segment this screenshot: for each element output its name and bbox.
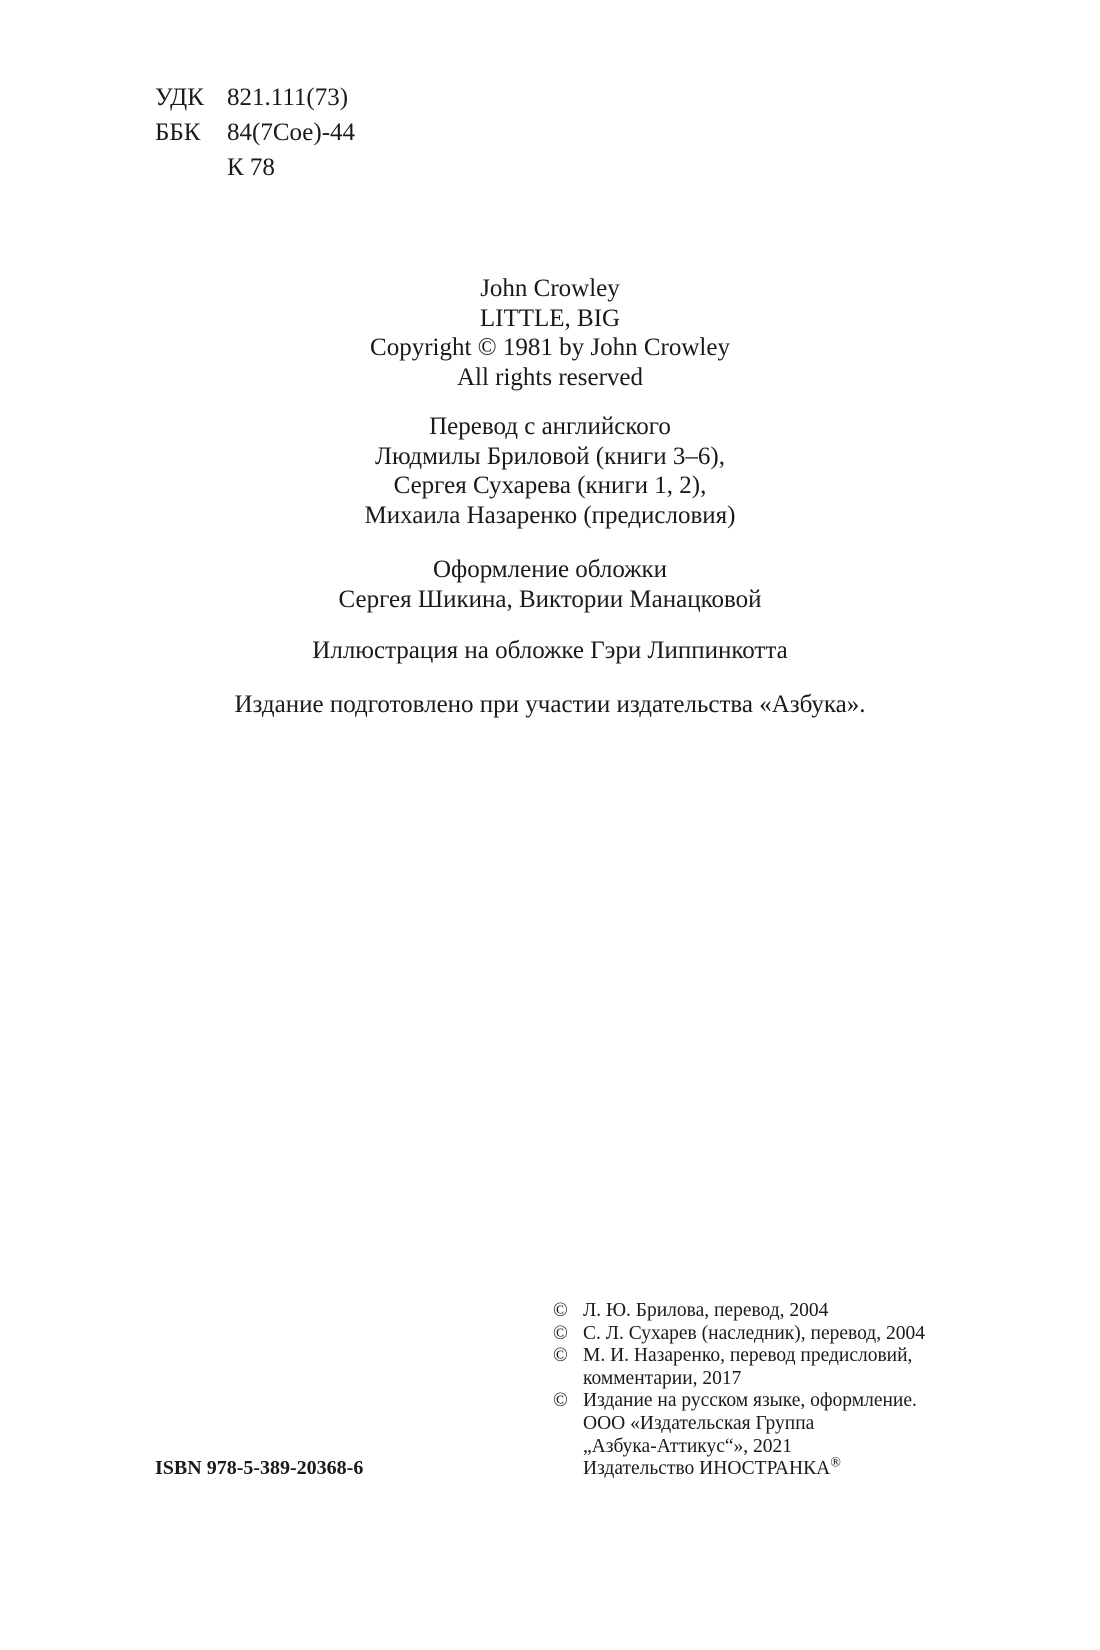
original-title: LITTLE, BIG: [479, 304, 621, 332]
copyright-entry: [553, 1300, 993, 1323]
bbk-line: [155, 115, 355, 150]
copyright-line: „Азбука-Аттикус“», 2021: [583, 1435, 793, 1457]
author-mark: К 78: [227, 154, 275, 181]
cover-design-line: Оформление обложки: [432, 556, 668, 583]
isbn: ISBN 978-5-389-20368-6: [155, 1457, 364, 1479]
bbk-value: 84(7Сое)-44: [227, 119, 356, 146]
registered-mark: ®: [830, 1455, 841, 1471]
copyright-sign: ©: [553, 1300, 568, 1321]
copyright-notices: [553, 1300, 993, 1481]
copyright-line: Л. Ю. Брилова, перевод, 2004: [583, 1300, 829, 1321]
copyright-line: Издание на русском языке, оформление.: [583, 1390, 917, 1412]
illustration-credit: [0, 636, 1100, 666]
author-mark-line: [155, 150, 355, 185]
translation-credits: [0, 412, 1100, 530]
bbk-label: ББК: [155, 119, 201, 146]
translation-line: Людмилы Бриловой (книги 3–6),: [375, 442, 725, 470]
translation-line: Михаила Назаренко (предисловия): [364, 501, 736, 529]
original-author: John Crowley: [480, 275, 620, 302]
copyright-entry: [553, 1345, 993, 1390]
udk-line: [155, 80, 355, 115]
edition-note: [0, 690, 1100, 720]
translation-line: Перевод с английского: [429, 413, 671, 440]
copyright-line: комментарии, 2017: [583, 1367, 742, 1389]
copyright-line: ООО «Издательская Группа: [583, 1412, 815, 1434]
edition-note-line: Издание подготовлено при участии издательства «Азбука».: [234, 691, 866, 718]
copyright-entry: [553, 1323, 993, 1346]
illustration-line: Иллюстрация на обложке Гэри Липпинкотта: [312, 637, 788, 664]
original-copyright: Copyright © 1981 by John Crowley: [370, 334, 730, 361]
copyright-line: С. Л. Сухарев (наследник), перевод, 2004: [583, 1322, 925, 1344]
publisher-name: Издательство ИНОСТРАНКА: [583, 1458, 831, 1480]
original-edition-block: [0, 274, 1100, 392]
copyright-line-publisher: [583, 1455, 917, 1481]
translation-line: Сергея Сухарева (книги 1, 2),: [393, 472, 707, 499]
cover-design-credits: [0, 555, 1100, 614]
cover-design-line: Сергея Шикина, Виктории Манацковой: [338, 585, 762, 613]
copyright-sign: ©: [553, 1322, 568, 1344]
classification-block: [155, 80, 355, 185]
original-rights: All rights reserved: [456, 363, 644, 391]
copyright-entry: [553, 1390, 993, 1480]
copyright-sign: ©: [553, 1390, 568, 1412]
copyright-sign: ©: [553, 1345, 568, 1367]
copyright-line: М. И. Назаренко, перевод предисловий,: [583, 1345, 913, 1367]
udk-value: 821.111(73): [227, 84, 349, 111]
udk-label: УДК: [155, 84, 204, 111]
